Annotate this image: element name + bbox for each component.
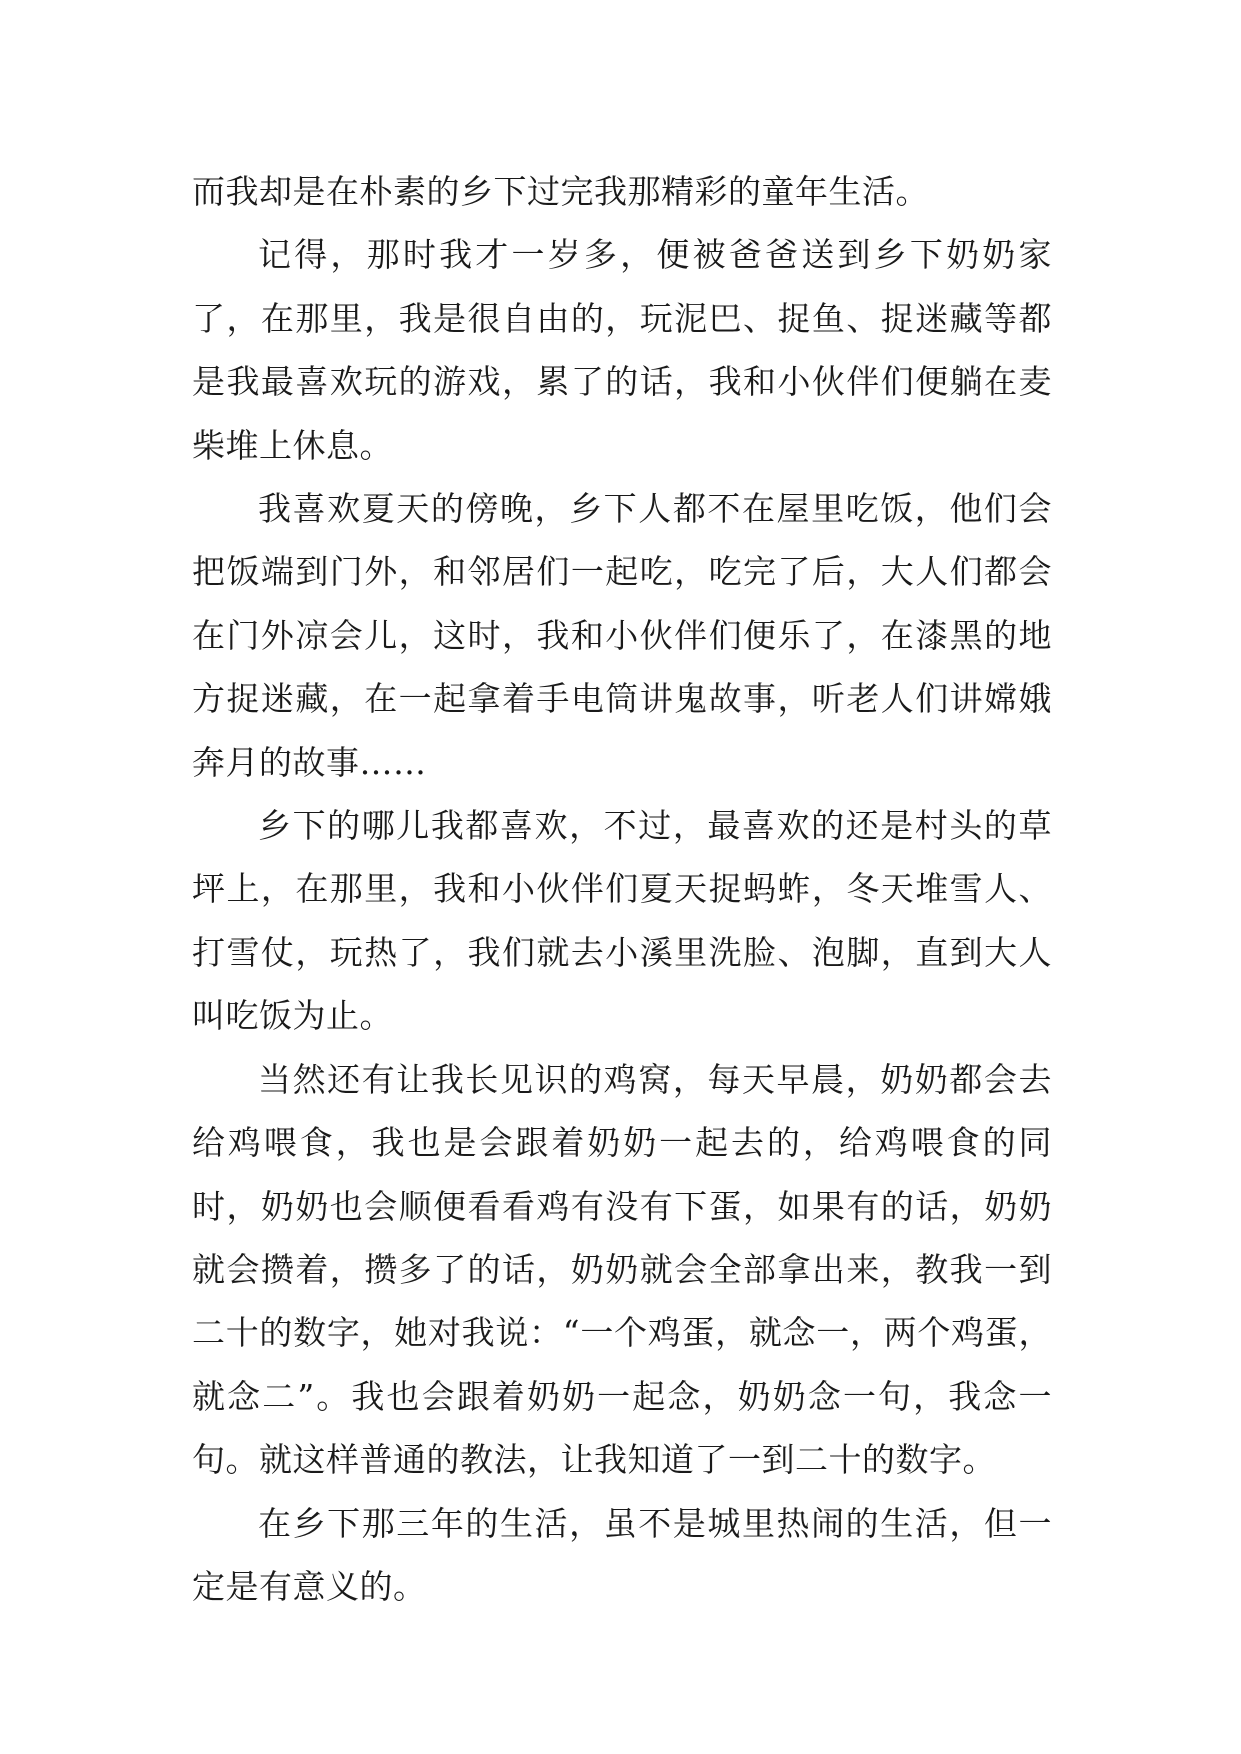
essay-body xyxy=(192,160,1052,1618)
paragraph-5: 当然还有让我长见识的鸡窝，每天早晨，奶奶都会去给鸡喂食，我也是会跟着奶奶一起去的，给鸡喂食的同时，奶奶也会顺便看看鸡有没有下蛋，如果有的话，奶奶就会攒着，攒多了的话，奶奶就会全部拿出来，教我一到二十的数字，她对我说：“一个鸡蛋，就念一，两个鸡蛋，就念二”。我也会跟着奶奶一起念，奶奶念一句，我念一句。就这样普通的教法，让我知道了一到二十的数字。 xyxy=(192,1059,1052,1480)
paragraph-6: 在乡下那三年的生活，虽不是城里热闹的生活，但一定是有意义的。 xyxy=(192,1503,1052,1606)
paragraph-4: 乡下的哪儿我都喜欢，不过，最喜欢的还是村头的草坪上，在那里，我和小伙伴们夏天捉蚂蚱，冬天堆雪人、打雪仗，玩热了，我们就去小溪里洗脸、泡脚，直到大人叫吃饭为止。 xyxy=(192,806,1052,1036)
paragraph-1: 而我却是在朴素的乡下过完我那精彩的童年生活。 xyxy=(192,172,929,211)
paragraph-2: 记得，那时我才一岁多，便被爸爸送到乡下奶奶家了，在那里，我是很自由的，玩泥巴、捉鱼、捉迷藏等都是我最喜欢玩的游戏，累了的话，我和小伙伴们便躺在麦柴堆上休息。 xyxy=(192,235,1052,465)
paragraph-3: 我喜欢夏天的傍晚，乡下人都不在屋里吃饭，他们会把饭端到门外，和邻居们一起吃，吃完了后，大人们都会在门外凉会儿，这时，我和小伙伴们便乐了，在漆黑的地方捉迷藏，在一起拿着手电筒讲鬼故事，听老人们讲嫦娥奔月的故事…… xyxy=(192,489,1052,782)
